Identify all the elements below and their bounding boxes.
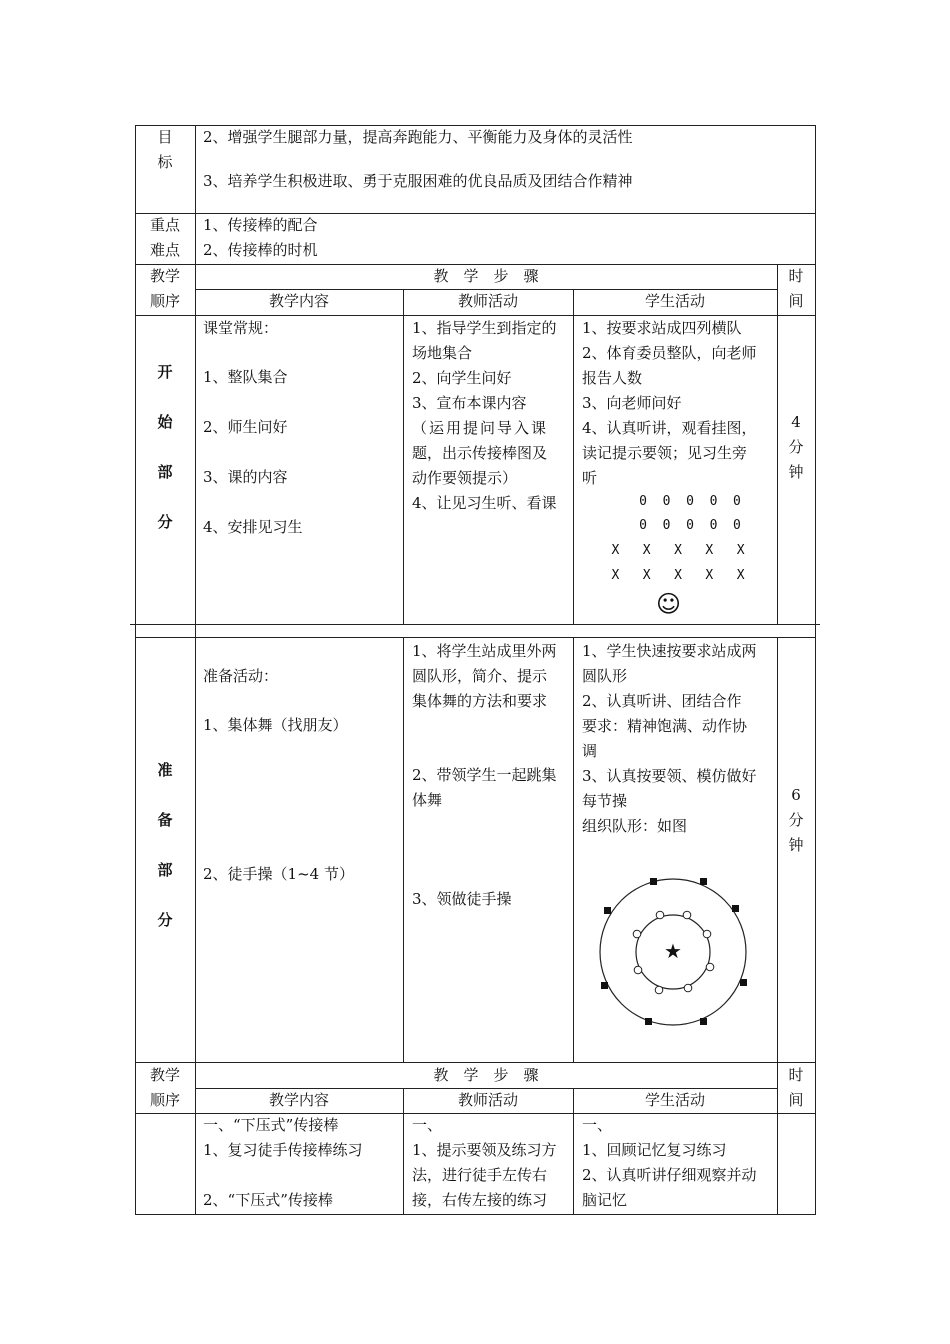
start-student-6: 读记提示要领；见习生旁 <box>582 444 748 462</box>
prep-content-3: 2、徒手操（1~4 节） <box>203 865 354 883</box>
start-teacher-5: （运用提问导入课 <box>412 419 549 437</box>
goals-label-2: 标 <box>157 153 173 171</box>
prep-name-4: 分 <box>157 911 173 929</box>
keypoints-label-1: 重点 <box>149 216 180 234</box>
inner-marker <box>633 930 641 938</box>
prep-teacher-5: 体舞 <box>412 791 443 809</box>
start-content-3: 2、师生问好 <box>203 418 288 436</box>
outer-marker <box>740 979 747 986</box>
keypoint-item-1: 1、传接棒的配合 <box>203 216 318 234</box>
start-name-3: 部 <box>157 463 173 481</box>
start-name-1: 开 <box>157 363 173 381</box>
start-student-4: 3、向老师问好 <box>582 394 682 412</box>
section-break-line-2 <box>135 637 816 638</box>
start-name-2: 始 <box>157 413 173 431</box>
main-teacher-4: 接，右传左接的练习 <box>412 1191 548 1209</box>
start-content-4: 3、课的内容 <box>203 468 288 486</box>
goals-label-1: 目 <box>157 128 173 146</box>
header-col-teacher: 教师活动 <box>457 292 518 310</box>
header2-time-2: 间 <box>788 1091 804 1109</box>
keypoints-label-2: 难点 <box>149 241 180 259</box>
header2-col-content: 教学内容 <box>268 1091 329 1109</box>
header-order-1: 教学 <box>149 267 180 285</box>
header-steps: 教 学 步 骤 <box>433 267 539 285</box>
inner-marker <box>683 911 691 919</box>
time-column-divider-2 <box>777 637 778 1214</box>
teacher-student-divider <box>573 290 574 625</box>
start-student-7: 听 <box>582 469 598 487</box>
keypoint-item-2: 2、传接棒的时机 <box>203 241 318 259</box>
table-bottom-border <box>135 1214 816 1215</box>
outer-marker <box>700 1018 707 1025</box>
main-content-2: 1、复习徒手传接棒练习 <box>203 1141 363 1159</box>
prep-teacher-3: 集体舞的方法和要求 <box>412 692 548 710</box>
main-teacher-2: 1、提示要领及练习方 <box>412 1141 557 1159</box>
header2-time-1: 时 <box>788 1066 804 1084</box>
prep-student-6: 3、认真按要领、模仿做好 <box>582 767 757 785</box>
prep-student-8: 组织队形：如图 <box>582 817 688 835</box>
prep-student-1: 1、学生快速按要求站成两 <box>582 642 757 660</box>
prep-time-3: 钟 <box>788 836 804 854</box>
header2-col-teacher: 教师活动 <box>457 1091 518 1109</box>
start-student-5: 4、认真听讲，观看挂图， <box>582 419 757 437</box>
main-student-1: 一、 <box>582 1116 613 1134</box>
header2-order-1: 教学 <box>149 1066 180 1084</box>
outer-marker <box>645 1018 652 1025</box>
teacher-student-divider-2 <box>573 637 574 1062</box>
header2-steps: 教 学 步 骤 <box>433 1066 539 1084</box>
start-student-3: 报告人数 <box>582 369 643 387</box>
inner-marker <box>634 966 642 974</box>
prep-time-1: 6 <box>791 786 801 804</box>
start-teacher-8: 4、让见习生听、看课 <box>412 494 557 512</box>
start-time-3: 钟 <box>788 463 804 481</box>
outer-marker <box>604 907 611 914</box>
formation-row-2: 0 0 0 0 0 <box>639 518 741 533</box>
header-time-2: 间 <box>788 292 804 310</box>
inner-marker <box>684 984 692 992</box>
prep-teacher-6: 3、领做徒手操 <box>412 890 512 908</box>
prep-student-7: 每节操 <box>582 792 628 810</box>
main-teacher-3: 法，进行徒手左传右 <box>412 1166 548 1184</box>
main-content-3: 2、“下压式”传接棒 <box>203 1191 333 1209</box>
main-teacher-1: 一、 <box>412 1116 443 1134</box>
inner-marker <box>655 986 663 994</box>
main-student-4: 脑记忆 <box>582 1191 628 1209</box>
start-time-1: 4 <box>791 413 801 431</box>
header-time-1: 时 <box>788 267 804 285</box>
inner-marker <box>703 930 711 938</box>
formation-row-1: 0 0 0 0 0 <box>639 494 741 509</box>
start-teacher-6: 题，出示传接棒图及 <box>412 444 548 462</box>
start-teacher-1: 1、指导学生到指定的 <box>412 319 557 337</box>
smiley-icon: ☺ <box>656 590 682 618</box>
start-teacher-4: 3、宣布本课内容 <box>412 394 527 412</box>
content-teacher-divider-2 <box>403 637 404 1062</box>
main-content-1: 一、“下压式”传接棒 <box>203 1116 339 1134</box>
goal-item-3: 3、培养学生积极进取、勇于克服困难的优良品质及团结合作精神 <box>203 172 633 190</box>
start-teacher-2: 场地集合 <box>412 344 473 362</box>
start-content-5: 4、安排见习生 <box>203 518 303 536</box>
header-col-content: 教学内容 <box>268 292 329 310</box>
start-time-2: 分 <box>788 438 804 456</box>
section-break-line <box>130 624 820 625</box>
star-icon: ★ <box>664 939 682 963</box>
main-student-2: 1、回顾记忆复习练习 <box>582 1141 727 1159</box>
prep-time-2: 分 <box>788 811 804 829</box>
content-teacher-divider <box>403 290 404 625</box>
prep-teacher-4: 2、带领学生一起跳集 <box>412 766 557 784</box>
inner-marker <box>706 963 714 971</box>
header-order-2: 顺序 <box>149 292 180 310</box>
prep-student-2: 圆队形 <box>582 667 628 685</box>
start-content-2: 1、整队集合 <box>203 368 288 386</box>
goal-item-2: 2、增强学生腿部力量，提高奔跑能力、平衡能力及身体的灵活性 <box>203 128 633 146</box>
start-student-2: 2、体育委员整队，向老师 <box>582 344 757 362</box>
prep-content-1: 准备活动： <box>203 667 279 685</box>
header-col-student: 学生活动 <box>644 292 705 310</box>
start-teacher-3: 2、向学生问好 <box>412 369 512 387</box>
outer-marker <box>732 905 739 912</box>
prep-name-3: 部 <box>157 861 173 879</box>
formation-row-3: X X X X X <box>611 543 745 558</box>
start-name-4: 分 <box>157 513 173 531</box>
outer-marker <box>700 878 707 885</box>
inner-marker <box>656 911 664 919</box>
table-right-border <box>815 125 816 1215</box>
prep-student-4: 要求：精神饱满、动作协 <box>582 717 748 735</box>
prep-teacher-1: 1、将学生站成里外两 <box>412 642 557 660</box>
start-teacher-7: 动作要领提示） <box>412 469 518 487</box>
prep-student-5: 调 <box>582 742 598 760</box>
main-student-3: 2、认真听讲仔细观察并动 <box>582 1166 757 1184</box>
prep-name-1: 准 <box>157 761 173 779</box>
prep-student-3: 2、认真听讲、团结合作 <box>582 692 742 710</box>
prep-teacher-2: 圆队形，简介、提示 <box>412 667 548 685</box>
formation-row-4: X X X X X <box>611 568 745 583</box>
header2-order-2: 顺序 <box>149 1091 180 1109</box>
prep-content-2: 1、集体舞（找朋友） <box>203 716 348 734</box>
header2-col-student: 学生活动 <box>644 1091 705 1109</box>
start-student-1: 1、按要求站成四列横队 <box>582 319 742 337</box>
outer-marker <box>650 878 657 885</box>
outer-marker <box>601 982 608 989</box>
start-content-1: 课堂常规： <box>203 319 279 337</box>
prep-name-2: 备 <box>157 811 173 829</box>
